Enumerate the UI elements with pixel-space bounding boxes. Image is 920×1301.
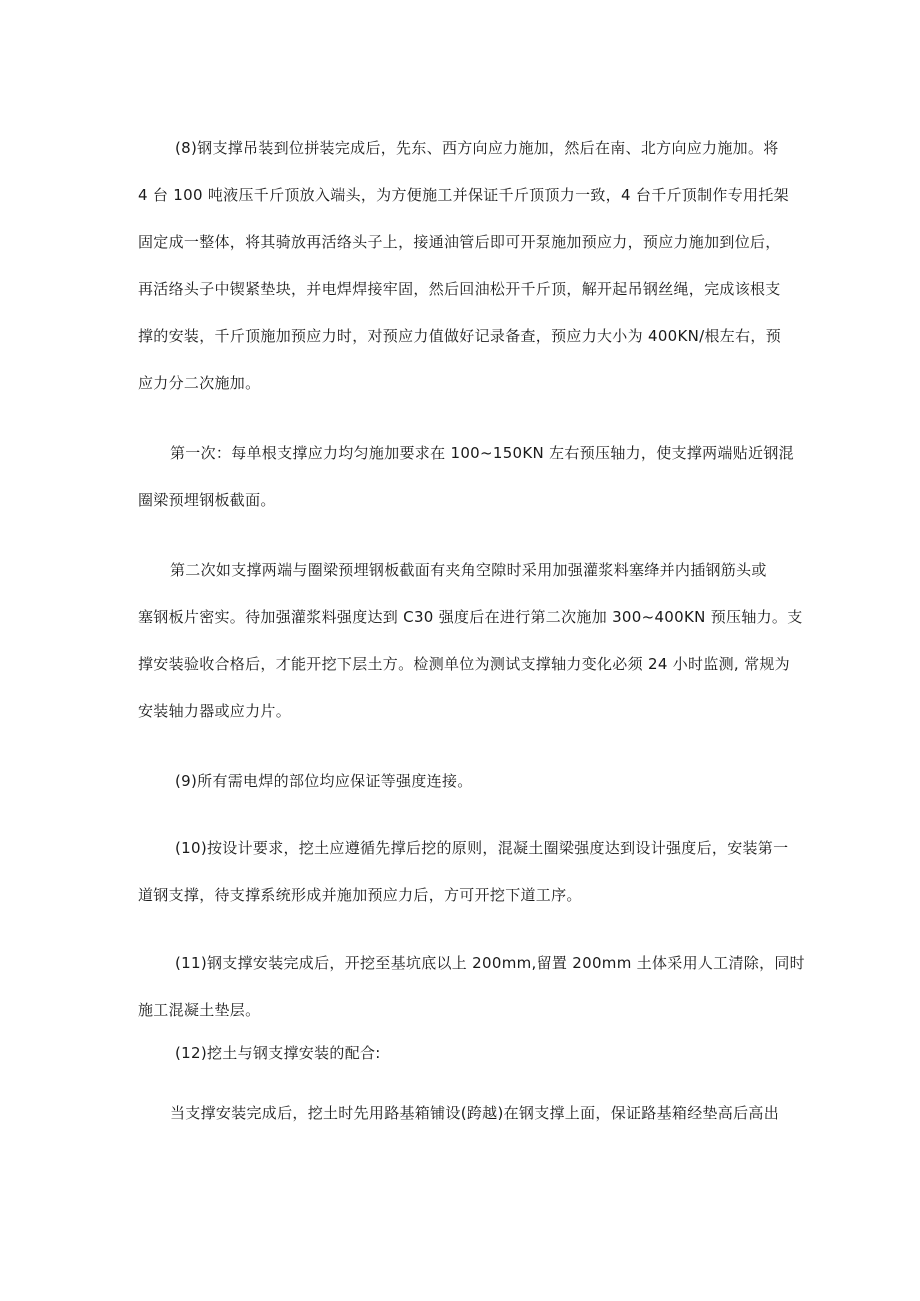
p11-line-1: (11)钢支撑安装完成后，开挖至基坑底以上 200mm,留置 200mm 土体采用人工清除，同时 xyxy=(175,954,805,972)
p8-line-3: 固定成一整体，将其骑放再活络头子上，接通油管后即可开泵施加预应力，预应力施加到位后， xyxy=(138,233,781,251)
second-line-3: 撑安装验收合格后，才能开挖下层土方。检测单位为测试支撑轴力变化必须 24 小时监测, 常规为 xyxy=(138,655,790,673)
p8-line-6: 应力分二次施加。 xyxy=(138,374,261,392)
second-line-4: 安装轴力器或应力片。 xyxy=(138,702,292,720)
p8-line-2: 4 台 100 吨液压千斤顶放入端头，为方便施工并保证千斤顶顶力一致，4 台千斤顶制作专用托架 xyxy=(138,186,789,204)
second-line-2: 塞钢板片密实。待加强灌浆料强度达到 C30 强度后在进行第二次施加 300~400KN 预压轴力。支 xyxy=(138,608,803,626)
p12-line-1: (12)挖土与钢支撑安装的配合: xyxy=(175,1044,381,1062)
first-line-1: 第一次：每单根支撑应力均匀施加要求在 100~150KN 左右预压轴力，使支撑两端贴近钢混 xyxy=(170,444,794,462)
first-line-2: 圈梁预埋钢板截面。 xyxy=(138,491,276,509)
p8-line-5: 撑的安装，千斤顶施加预应力时，对预应力值做好记录备查，预应力大小为 400KN/根左右，预 xyxy=(138,327,782,345)
second-line-1: 第二次如支撑两端与圈梁预埋钢板截面有夹角空隙时采用加强灌浆料塞绛并内插钢筋头或 xyxy=(170,561,767,579)
p8-line-4: 再活络头子中锲紧垫块，并电焊焊接牢固，然后回油松开千斤顶，解开起吊钢丝绳，完成该根支 xyxy=(138,280,781,298)
p10-line-2: 道钢支撑，待支撑系统形成并施加预应力后，方可开挖下道工序。 xyxy=(138,886,582,904)
p9-line-1: (9)所有需电焊的部位均应保证等强度连接。 xyxy=(175,772,473,790)
last-line-1: 当支撑安装完成后，挖土时先用路基箱铺设(跨越)在钢支撑上面，保证路基箱经垫高后高出 xyxy=(170,1104,780,1122)
p11-line-2: 施工混凝土垫层。 xyxy=(138,1001,261,1019)
p8-line-1: (8)钢支撑吊装到位拼装完成后，先东、西方向应力施加，然后在南、北方向应力施加。将 xyxy=(175,139,779,157)
p10-line-1: (10)按设计要求，挖土应遵循先撑后挖的原则，混凝土圈梁强度达到设计强度后，安装第一 xyxy=(175,839,789,857)
